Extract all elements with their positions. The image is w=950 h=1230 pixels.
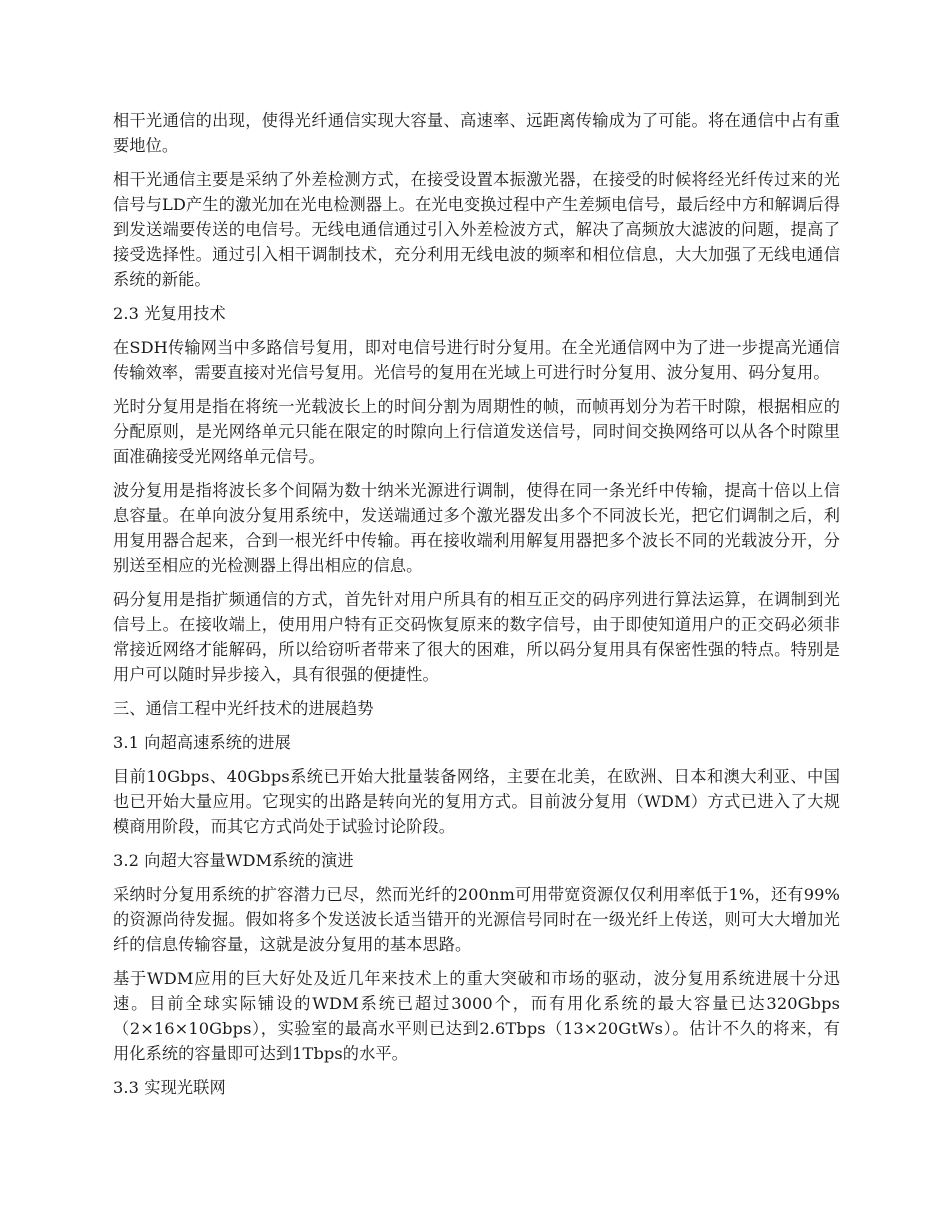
paragraph-code-division: 码分复用是指扩频通信的方式，首先针对用户所具有的相互正交的码序列进行算法运算，在调制到光信号上。在接收端上，使用用户特有正交码恢复原来的数字信号，由于即使知道用户的正交码必须非常接近网络才能解码，所以给窃听者带来了很大的困难，所以码分复用具有保密性强的特点。特别是用户可以随时异步接入，具有很强的便捷性。 <box>113 590 840 684</box>
heading-3-3: 3.3 实现光联网 <box>113 1078 226 1097</box>
heading-2-3: 2.3 光复用技术 <box>113 304 226 323</box>
heading-3-1: 3.1 向超高速系统的进展 <box>113 733 291 752</box>
document-page <box>113 108 840 1109</box>
paragraph-time-division: 光时分复用是指在将统一光载波长上的时间分割为周期性的帧，而帧再划分为若干时隙，根据相应的分配原则，是光网络单元只能在限定的时隙向上行信道发送信号，同时间交换网络可以从各个时隙里面准确接受光网络单元信号。 <box>113 397 840 466</box>
heading-3-2: 3.2 向超大容量WDM系统的演进 <box>113 851 354 870</box>
paragraph-coherent-method: 相干光通信主要是采纳了外差检测方式，在接受设置本振激光器，在接受的时候将经光纤传过来的光信号与LD产生的激光加在光电检测器上。在光电变换过程中产生差频电信号，最后经中方和解调后得到发送端要传送的电信号。无线电通信通过引入外差检波方式，解决了高频放大滤波的问题，提高了接受选择性。通过引入相干调制技术，充分利用无线电波的频率和相位信息，大大加强了无线电通信系统的新能。 <box>113 170 840 289</box>
paragraph-multiplexing-intro: 在SDH传输网当中多路信号复用，即对电信号进行时分复用。在全光通信网中为了进一步提高光通信传输效率，需要直接对光信号复用。光信号的复用在光域上可进行时分复用、波分复用、码分复用。 <box>113 338 840 382</box>
paragraph-wdm-potential: 采纳时分复用系统的扩容潜力已尽，然而光纤的200nm可用带宽资源仅仅利用率低于1%，还有99%的资源尚待发掘。假如将多个发送波长适当错开的光源信号同时在一级光纤上传送，则可大大增加光纤的信息传输容量，这就是波分复用的基本思路。 <box>113 885 840 954</box>
paragraph-coherent-intro: 相干光通信的出现，使得光纤通信实现大容量、高速率、远距离传输成为了可能。将在通信中占有重要地位。 <box>113 111 840 155</box>
paragraph-ultra-high-speed: 目前10Gbps、40Gbps系统已开始大批量装备网络，主要在北美，在欧洲、日本和澳大利亚、中国也已开始大量应用。它现实的出路是转向光的复用方式。目前波分复用（WDM）方式已进入了大规模商用阶段，而其它方式尚处于试验讨论阶段。 <box>113 767 840 836</box>
heading-section-3: 三、通信工程中光纤技术的进展趋势 <box>113 699 374 718</box>
paragraph-wdm-development: 基于WDM应用的巨大好处及近几年来技术上的重大突破和市场的驱动，波分复用系统进展十分迅速。目前全球实际铺设的WDM系统已超过3000个，而有用化系统的最大容量已达320Gbps（2×16×10Gbps），实验室的最高水平则已达到2.6Tbps（13×20GtWs）。估计不久的将来，有用化系统的容量即可达到1Tbps的水平。 <box>113 969 840 1063</box>
paragraph-wavelength-division: 波分复用是指将波长多个间隔为数十纳米光源进行调制，使得在同一条光纤中传输，提高十倍以上信息容量。在单向波分复用系统中，发送端通过多个激光器发出多个不同波长光，把它们调制之后，利用复用器合起来，合到一根光纤中传输。再在接收端利用解复用器把多个波长不同的光载波分开，分别送至相应的光检测器上得出相应的信息。 <box>113 481 840 575</box>
